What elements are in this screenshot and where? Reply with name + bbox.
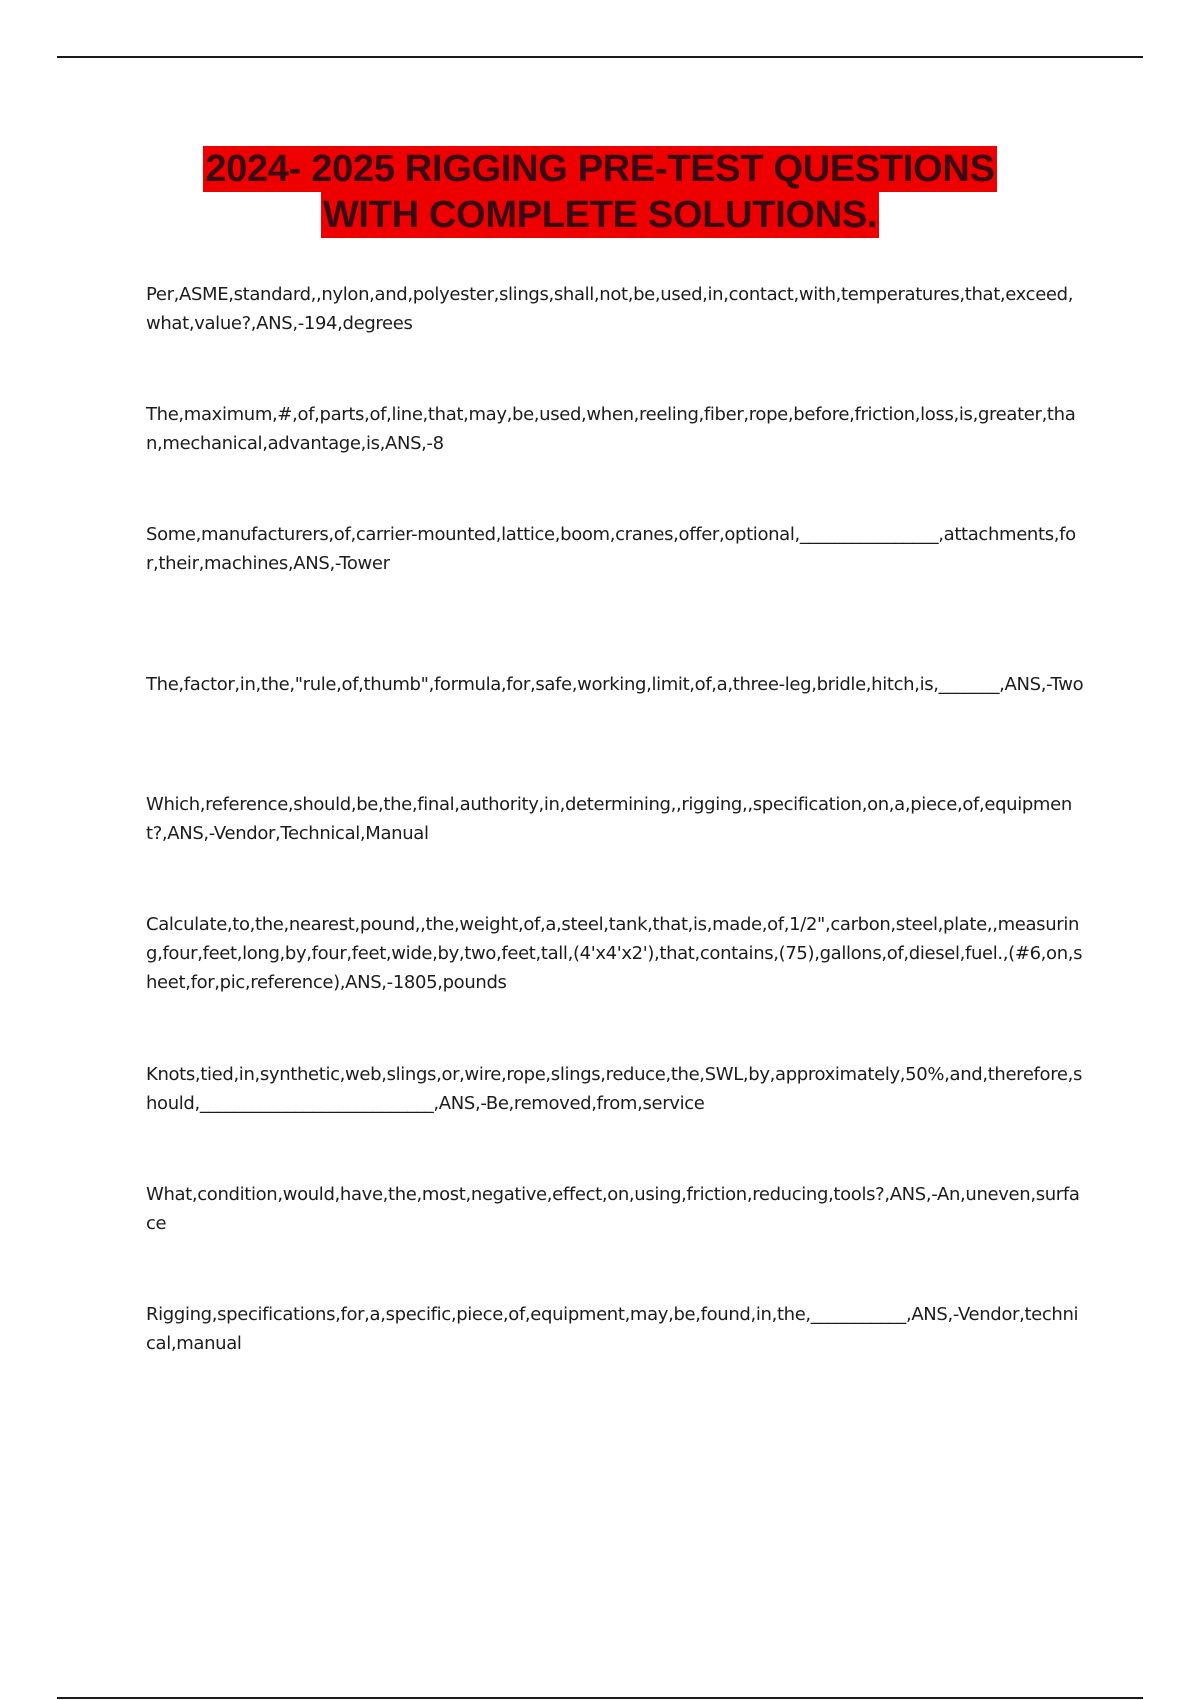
question-item: Which,reference,should,be,the,final,authority,in,determining,,rigging,,specification,on,a,piece,of,equipment?,ANS,-Vendor,Technical,Manual xyxy=(146,794,1072,844)
footer-rule xyxy=(57,1697,1143,1699)
question-item: The,maximum,#,of,parts,of,line,that,may,be,used,when,reeling,fiber,rope,before,friction,loss,is,greater,than,mechanical,advantage,is,ANS,-8 xyxy=(146,404,1076,454)
document-title xyxy=(0,146,1200,238)
title-line-1: 2024- 2025 RIGGING PRE-TEST QUESTIONS xyxy=(205,148,995,190)
title-line-2: WITH COMPLETE SOLUTIONS. xyxy=(322,194,878,236)
question-item: Per,ASME,standard,,nylon,and,polyester,slings,shall,not,be,used,in,contact,with,temperatures,that,exceed,what,value?,ANS,-194,degrees xyxy=(146,284,1074,334)
question-item: The,factor,in,the,"rule,of,thumb",formula,for,safe,working,limit,of,a,three-leg,bridle,hitch,is,_______,ANS,-Two xyxy=(146,674,1084,695)
question-item: What,condition,would,have,the,most,negative,effect,on,using,friction,reducing,tools?,ANS,-An,uneven,surface xyxy=(146,1184,1080,1234)
question-item: Knots,tied,in,synthetic,web,slings,or,wire,rope,slings,reduce,the,SWL,by,approximately,50%,and,therefore,should,___________________________,ANS,-Be,removed,from,service xyxy=(146,1064,1082,1114)
question-item: Some,manufacturers,of,carrier-mounted,lattice,boom,cranes,offer,optional,________________,attachments,for,their,machines,ANS,-Tower xyxy=(146,524,1076,574)
question-item: Calculate,to,the,nearest,pound,,the,weight,of,a,steel,tank,that,is,made,of,1/2",carbon,steel,plate,,measuring,four,feet,long,by,four,feet,wide,by,two,feet,tall,(4'x4'x2'),that,contains,(75),gallons,of,diesel,fuel.,(#6,on,sheet,for,pic,reference),ANS,-1805,pounds xyxy=(146,914,1083,993)
question-item: Rigging,specifications,for,a,specific,piece,of,equipment,may,be,found,in,the,___________,ANS,-Vendor,technical,manual xyxy=(146,1304,1079,1354)
header-rule xyxy=(57,56,1143,58)
